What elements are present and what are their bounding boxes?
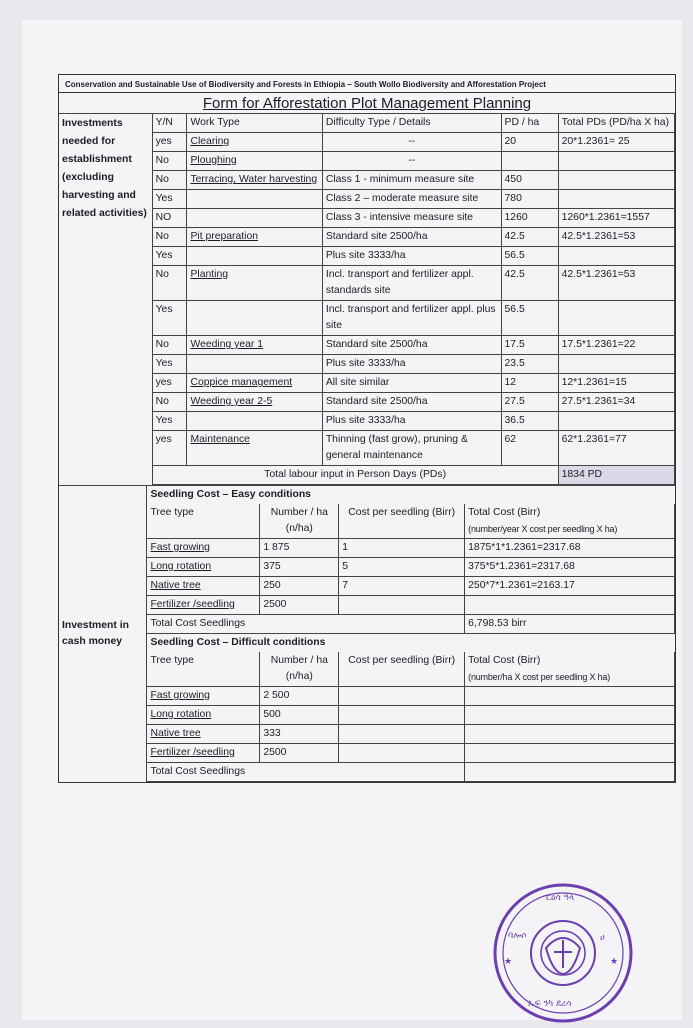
number-cell: 375 (260, 558, 339, 577)
difficulty-cell: Incl. transport and fertilizer appl. standards site (322, 266, 501, 301)
total-pds-cell (558, 152, 674, 171)
work-type-cell (187, 412, 322, 431)
difficult-header-row (59, 652, 675, 687)
work-type-cell: Planting (187, 266, 322, 301)
difficulty-cell: Standard site 2500/ha (322, 393, 501, 412)
difficulty-cell: Plus site 3333/ha (322, 247, 501, 266)
col-header-pd-ha: PD / ha (501, 114, 558, 133)
seedling-row (59, 744, 675, 763)
planning-form (58, 74, 676, 783)
investment-row (59, 209, 675, 228)
cost-cell (339, 596, 465, 615)
total-cost-header-note: (number/year X cost per seedling X ha) (468, 524, 618, 534)
tree-type-cell: Fast growing (147, 687, 260, 706)
seedling-row (59, 539, 675, 558)
tree-type-cell: Native tree (147, 577, 260, 596)
svg-text:ባሎሶ: ባሎሶ (508, 931, 527, 941)
total-cost-cell (465, 706, 675, 725)
work-type-cell: Weeding year 1 (187, 336, 322, 355)
tree-type-cell: Fast growing (147, 539, 260, 558)
work-type-cell (187, 301, 322, 336)
cost-cell (339, 744, 465, 763)
cost-cell (339, 725, 465, 744)
total-cost-seedlings-label: Total Cost Seedlings (147, 615, 465, 634)
yn-cell: No (152, 171, 187, 190)
pd-ha-cell: 12 (501, 374, 558, 393)
tree-type-header: Tree type (147, 504, 260, 539)
investment-row (59, 336, 675, 355)
svg-text:ሀ: ሀ (600, 933, 605, 943)
work-type-cell: Clearing (187, 133, 322, 152)
yn-cell: yes (152, 374, 187, 393)
number-cell: 2500 (260, 596, 339, 615)
total-cost-header-label: Total Cost (Birr) (468, 507, 541, 518)
difficulty-cell: Class 3 - intensive measure site (322, 209, 501, 228)
total-cost-header-note: (number/ha X cost per seedling X ha) (468, 672, 611, 682)
investment-row (59, 247, 675, 266)
number-cell: 1 875 (260, 539, 339, 558)
total-cost-cell (465, 744, 675, 763)
number-cell: 333 (260, 725, 339, 744)
total-pds-cell (558, 301, 674, 336)
total-pds-cell (558, 171, 674, 190)
total-cost-cell: 375*5*1.2361=2317.68 (465, 558, 675, 577)
number-per-ha-header: Number / ha (n/ha) (260, 652, 339, 687)
pd-ha-cell (501, 152, 558, 171)
cash-side-label: Investment in cash money (59, 486, 147, 782)
form-title: Form for Afforestation Plot Management Planning (202, 95, 532, 112)
paper-page (22, 20, 682, 1020)
total-pds-cell (558, 412, 674, 431)
yn-cell: Yes (152, 247, 187, 266)
total-pds-cell: 62*1.2361=77 (558, 431, 674, 466)
difficulty-cell: Standard site 2500/ha (322, 336, 501, 355)
work-type-cell: Terracing, Water harvesting (187, 171, 322, 190)
col-header-total-pds: Total PDs (PD/ha X ha) (558, 114, 674, 133)
total-cost-cell (465, 725, 675, 744)
yn-cell: NO (152, 209, 187, 228)
investment-row (59, 190, 675, 209)
total-cost-header-label: Total Cost (Birr) (468, 655, 541, 666)
difficulty-cell: Incl. transport and fertilizer appl. plus site (322, 301, 501, 336)
yn-cell: No (152, 336, 187, 355)
tree-type-cell: Native tree (147, 725, 260, 744)
cost-per-seedling-header: Cost per seedling (Birr) (339, 652, 465, 687)
tree-type-cell: Fertilizer /seedling (147, 596, 260, 615)
total-labour-label: Total labour input in Person Days (PDs) (152, 466, 558, 485)
cost-cell: 5 (339, 558, 465, 577)
pd-ha-cell: 450 (501, 171, 558, 190)
total-pds-cell: 17.5*1.2361=22 (558, 336, 674, 355)
pd-ha-cell: 23.5 (501, 355, 558, 374)
investment-row (59, 266, 675, 301)
tree-type-cell: Fertilizer /seedling (147, 744, 260, 763)
svg-text:★: ★ (504, 957, 513, 967)
pd-ha-cell: 1260 (501, 209, 558, 228)
seedling-row (59, 596, 675, 615)
number-per-ha-header: Number / ha (n/ha) (260, 504, 339, 539)
yn-cell: Yes (152, 301, 187, 336)
pd-ha-cell: 56.5 (501, 301, 558, 336)
investment-row (59, 301, 675, 336)
pd-ha-cell: 42.5 (501, 266, 558, 301)
difficult-section-title: Seedling Cost – Difficult conditions (147, 634, 675, 653)
cash-table (59, 485, 675, 782)
yn-cell: No (152, 152, 187, 171)
difficulty-cell: Class 1 - minimum measure site (322, 171, 501, 190)
yn-cell: Yes (152, 190, 187, 209)
work-type-cell (187, 190, 322, 209)
total-cost-cell (465, 687, 675, 706)
investments-table (59, 113, 675, 485)
tree-type-header: Tree type (147, 652, 260, 687)
easy-section-title: Seedling Cost – Easy conditions (147, 486, 675, 505)
number-cell: 500 (260, 706, 339, 725)
pd-ha-cell: 56.5 (501, 247, 558, 266)
difficulty-cell: -- (322, 133, 501, 152)
work-type-cell: Weeding year 2-5 (187, 393, 322, 412)
difficulty-cell: Plus site 3333/ha (322, 355, 501, 374)
total-pds-cell: 42.5*1.2361=53 (558, 228, 674, 247)
col-header-difficulty: Difficulty Type / Details (322, 114, 501, 133)
investment-row (59, 431, 675, 466)
pd-ha-cell: 42.5 (501, 228, 558, 247)
investment-total-row (59, 466, 675, 485)
cost-cell (339, 687, 465, 706)
svg-text:ርዕሳ ዓላ: ርዕሳ ዓላ (546, 893, 575, 903)
yn-cell: No (152, 393, 187, 412)
difficulty-cell: Class 2 – moderate measure site (322, 190, 501, 209)
investment-row (59, 374, 675, 393)
total-cost-seedlings-value (465, 763, 675, 782)
investment-row (59, 171, 675, 190)
official-stamp (488, 878, 638, 1028)
easy-section-title-row (59, 486, 675, 505)
pd-ha-cell: 62 (501, 431, 558, 466)
total-cost-cell: 1875*1*1.2361=2317.68 (465, 539, 675, 558)
investment-row (59, 355, 675, 374)
yn-cell: Yes (152, 355, 187, 374)
work-type-cell: Coppice management (187, 374, 322, 393)
total-cost-cell: 250*7*1.2361=2163.17 (465, 577, 675, 596)
seedling-row (59, 558, 675, 577)
yn-cell: No (152, 228, 187, 247)
pd-ha-cell: 36.5 (501, 412, 558, 431)
seedling-row (59, 706, 675, 725)
investments-side-label: Investments needed for establishment (excluding harvesting and related activities) (59, 114, 152, 485)
work-type-cell (187, 355, 322, 374)
total-pds-cell (558, 190, 674, 209)
seedling-row (59, 577, 675, 596)
total-cost-header (465, 504, 675, 539)
total-cost-header (465, 652, 675, 687)
col-header-work-type: Work Type (187, 114, 322, 133)
total-pds-cell: 12*1.2361=15 (558, 374, 674, 393)
total-cost-cell (465, 596, 675, 615)
seedling-row (59, 725, 675, 744)
yn-cell: No (152, 266, 187, 301)
svg-text:★: ★ (610, 957, 619, 967)
project-header: Conservation and Sustainable Use of Biodiversity and Forests in Ethiopia – South Wollo Biodiversity and Afforestation Project (59, 75, 675, 93)
total-pds-cell (558, 355, 674, 374)
col-header-yn: Y/N (152, 114, 187, 133)
easy-total-row (59, 615, 675, 634)
pd-ha-cell: 27.5 (501, 393, 558, 412)
work-type-cell (187, 209, 322, 228)
cost-cell: 7 (339, 577, 465, 596)
yn-cell: Yes (152, 412, 187, 431)
investment-row (59, 412, 675, 431)
yn-cell: yes (152, 431, 187, 466)
number-cell: 2500 (260, 744, 339, 763)
difficult-total-row (59, 763, 675, 782)
difficulty-cell: Plus site 3333/ha (322, 412, 501, 431)
total-pds-cell: 42.5*1.2361=53 (558, 266, 674, 301)
cost-per-seedling-header: Cost per seedling (Birr) (339, 504, 465, 539)
total-pds-cell: 20*1.2361= 25 (558, 133, 674, 152)
investment-row (59, 393, 675, 412)
total-pds-cell (558, 247, 674, 266)
difficulty-cell: Standard site 2500/ha (322, 228, 501, 247)
difficulty-cell: All site similar (322, 374, 501, 393)
total-pds-cell: 27.5*1.2361=34 (558, 393, 674, 412)
number-cell: 2 500 (260, 687, 339, 706)
total-pds-cell: 1260*1.2361=1557 (558, 209, 674, 228)
easy-header-row (59, 504, 675, 539)
work-type-cell (187, 247, 322, 266)
cost-cell (339, 706, 465, 725)
total-cost-seedlings-value: 6,798.53 birr (465, 615, 675, 634)
work-type-cell: Maintenance (187, 431, 322, 466)
pd-ha-cell: 780 (501, 190, 558, 209)
svg-text:ኤፍ ንካ ደረሳ: ኤፍ ንካ ደረሳ (528, 999, 572, 1009)
seedling-row (59, 687, 675, 706)
tree-type-cell: Long rotation (147, 706, 260, 725)
work-type-cell: Pit preparation (187, 228, 322, 247)
number-cell: 250 (260, 577, 339, 596)
work-type-cell: Ploughing (187, 152, 322, 171)
investment-row (59, 228, 675, 247)
pd-ha-cell: 20 (501, 133, 558, 152)
total-cost-seedlings-label: Total Cost Seedlings (147, 763, 465, 782)
pd-ha-cell: 17.5 (501, 336, 558, 355)
total-labour-value: 1834 PD (558, 466, 674, 485)
investment-row (59, 152, 675, 171)
difficulty-cell: -- (322, 152, 501, 171)
tree-type-cell: Long rotation (147, 558, 260, 577)
cost-cell: 1 (339, 539, 465, 558)
yn-cell: yes (152, 133, 187, 152)
investment-row (59, 133, 675, 152)
difficulty-cell: Thinning (fast grow), pruning & general maintenance (322, 431, 501, 466)
difficult-section-title-row (59, 634, 675, 653)
